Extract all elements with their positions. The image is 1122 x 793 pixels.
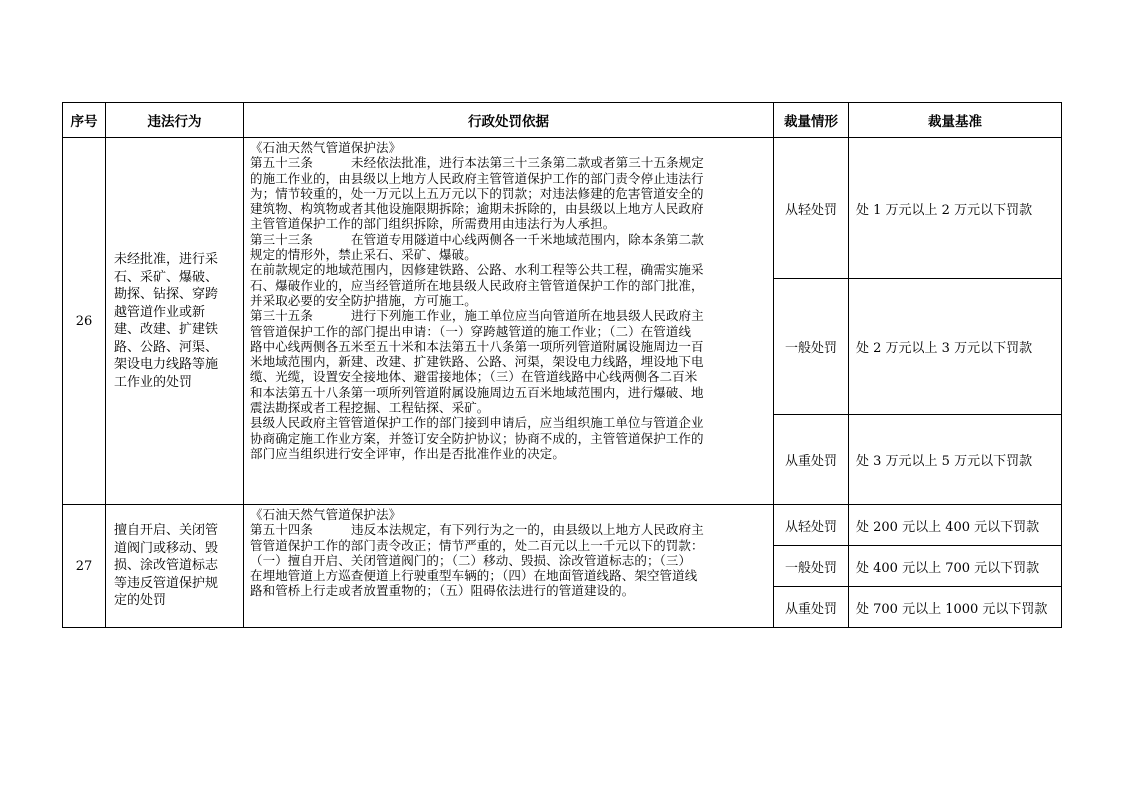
article-title: 第三十五条 (250, 308, 314, 324)
situation-cell: 一般处罚 (774, 546, 849, 587)
act-line: 工作业的处罚 (114, 374, 193, 390)
act-line: 石、采矿、爆破、 (114, 269, 219, 285)
act-line: 越管道作业或新 (114, 304, 206, 320)
table-row (63, 505, 1062, 546)
standard-cell: 处 3 万元以上 5 万元以下罚款 (849, 415, 1062, 505)
article-line: 米地域范围内，新建、改建、扩建铁路、公路、河渠，架设电力线路，埋设地下电 (250, 354, 704, 370)
article-title: 第五十四条 (250, 522, 314, 538)
act-line: 道阀门或移动、毁 (114, 540, 219, 556)
act-line: 未经批准，进行采 (114, 252, 219, 267)
article-line: 路中心线两侧各五米至五十米和本法第五十八条第一项所列管道附属设施周边一百 (250, 338, 704, 354)
article-line: 县级人民政府主管管道保护工作的部门接到申请后，应当组织施工单位与管道企业 (250, 415, 704, 431)
row-index: 26 (63, 138, 106, 505)
article-line: 进行下列施工作业，施工单位应当向管道所在地县级人民政府主 (351, 308, 704, 324)
header-act: 违法行为 (106, 103, 244, 138)
article-line: 震法勘探或者工程挖掘、工程钻探、采矿。 (250, 400, 490, 416)
row-index: 27 (63, 505, 106, 628)
table-row (63, 138, 1062, 279)
situation-cell: 从重处罚 (774, 415, 849, 505)
violation-cell (106, 505, 244, 628)
header-situation: 裁量情形 (774, 103, 849, 138)
article-line: 管管道保护工作的部门责令改正；情节严重的，处二百元以上一千元以下的罚款： (250, 537, 704, 553)
act-line: 定的处罚 (114, 593, 167, 609)
article-line: 并采取必要的安全防护措施，方可施工。 (250, 292, 477, 308)
article-line: 为；情节较重的，处一万元以上五万元以下的罚款；对违法修建的危害管道安全的 (250, 185, 704, 201)
act-line: 建、改建、扩建铁 (114, 322, 219, 337)
situation-cell: 从重处罚 (774, 587, 849, 628)
legal-basis-cell (244, 505, 774, 628)
standard-cell: 处 700 元以上 1000 元以下罚款 (849, 587, 1062, 628)
article-line: 的施工作业的，由县级以上地方人民政府主管管道保护工作的部门责令停止违法行 (250, 170, 704, 186)
standard-cell: 处 1 万元以上 2 万元以下罚款 (849, 138, 1062, 279)
law-title: 《石油天然气管道保护法》 (250, 507, 402, 522)
violation-cell (106, 138, 244, 505)
article-line: 建筑物、构筑物或者其他设施限期拆除；逾期未拆除的，由县级以上地方人民政府 (250, 201, 704, 217)
penalty-table (62, 102, 1062, 628)
header-index: 序号 (63, 103, 106, 138)
article-line: 在前款规定的地域范围内，因修建铁路、公路、水利工程等公共工程，确需实施采 (250, 262, 704, 278)
article-line: 石、爆破作业的，应当经管道所在地县级人民政府主管管道保护工作的部门批准， (250, 277, 704, 293)
header-standard: 裁量基准 (849, 103, 1062, 138)
act-line: 勘探、钻探、穿跨 (114, 287, 219, 302)
act-line: 路、公路、河渠、 (114, 339, 219, 355)
situation-cell: 一般处罚 (774, 279, 849, 415)
article-title: 第五十三条 (250, 155, 314, 171)
standard-cell: 处 200 元以上 400 元以下罚款 (849, 505, 1062, 546)
article-line: 缆、光缆，设置安全接地体、避雷接地体；（三）在管道线路中心线两侧各二百米 (250, 369, 698, 385)
article-line: 在管道专用隧道中心线两侧各一千米地域范围内，除本条第二款 (351, 231, 704, 247)
article-line: 部门应当组织进行安全评审，作出是否批准作业的决定。 (250, 445, 566, 461)
act-line: 损、涂改管道标志 (114, 558, 219, 574)
legal-basis-cell (244, 138, 774, 505)
standard-cell: 处 400 元以上 700 元以下罚款 (849, 546, 1062, 587)
article-line: 管管道保护工作的部门提出申请：（一）穿跨越管道的施工作业；（二）在管道线 (250, 323, 692, 339)
article-line: 未经依法批准，进行本法第三十三条第二款或者第三十五条规定 (351, 155, 704, 171)
article-line: 违反本法规定，有下列行为之一的，由县级以上地方人民政府主 (351, 522, 704, 538)
article-line: 在埋地管道上方巡查便道上行驶重型车辆的；（四）在地面管道线路、架空管道线 (250, 568, 698, 584)
article-line: 规定的情形外，禁止采石、采矿、爆破。 (250, 247, 477, 263)
article-line: 和本法第五十八条第一项所列管道附属设施周边五百米地域范围内，进行爆破、地 (250, 384, 704, 400)
article-line: 路和管桥上行走或者放置重物的；（五）阻碍依法进行的管道建设的。 (250, 583, 635, 599)
article-title: 第三十三条 (250, 231, 314, 247)
act-line: 擅自开启、关闭管 (114, 523, 219, 539)
situation-cell: 从轻处罚 (774, 505, 849, 546)
act-line: 架设电力线路等施 (114, 357, 219, 372)
header-row (63, 103, 1062, 138)
act-line: 等违反管道保护规 (114, 575, 219, 591)
law-title: 《石油天然气管道保护法》 (250, 140, 402, 155)
article-line: （一）擅自开启、关闭管道阀门的；（二）移动、毁损、涂改管道标志的；（三） (250, 552, 692, 568)
header-basis: 行政处罚依据 (244, 103, 774, 138)
article-line: 主管管道保护工作的部门组织拆除，所需费用由违法行为人承担。 (250, 216, 616, 232)
article-line: 协商确定施工作业方案，并签订安全防护协议；协商不成的，主管管道保护工作的 (250, 430, 704, 446)
standard-cell: 处 2 万元以上 3 万元以下罚款 (849, 279, 1062, 415)
situation-cell: 从轻处罚 (774, 138, 849, 279)
